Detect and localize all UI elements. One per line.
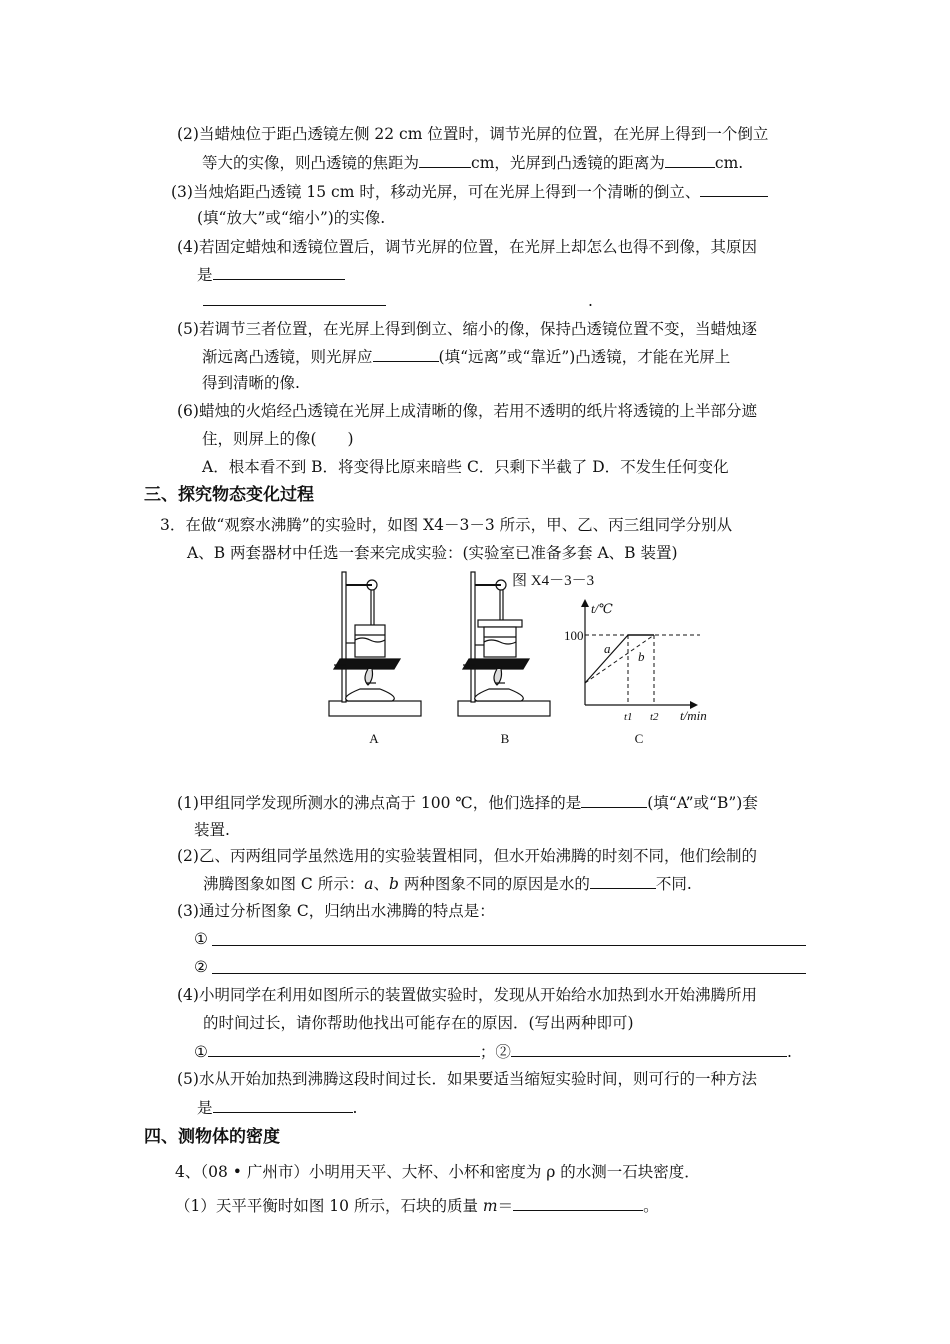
q2-part6-line2: 住，则屏上的像( ) xyxy=(202,430,354,448)
blank-feature-2[interactable] xyxy=(212,973,806,974)
text: 两种图象不同的原因是水的 xyxy=(398,875,590,893)
q3-line2: A、B 两套器材中任选一套来完成实验：(实验室已准备多套 A、B 装置) xyxy=(187,544,678,562)
y-axis-arrow xyxy=(581,599,589,607)
text: 等大的实像，则凸透镜的焦距为 xyxy=(202,154,420,172)
q2-part6-options: A．根本看不到 B．将变得比原来暗些 C．只剩下半截了 D．不发生任何变化 xyxy=(202,458,729,476)
q3-p3-circle2: ② xyxy=(194,958,208,976)
x-tick-t2: t2 xyxy=(650,711,659,723)
text: (填“远离”或“靠近”)凸透镜，才能在光屏上 xyxy=(438,348,731,366)
blank-focal-length[interactable] xyxy=(419,152,471,168)
text: 。 xyxy=(643,1197,659,1215)
text: cm，光屏到凸透镜的距离为 xyxy=(471,154,665,172)
var-m: m xyxy=(482,1197,498,1215)
text: cm. xyxy=(714,154,744,172)
text: (3)当烛焰距凸透镜 15 cm 时，移动光屏，可在光屏上得到一个清晰的倒立、 xyxy=(171,183,701,201)
q3-p4-line1: (4)小明同学在利用如图所示的装置做实验时，发现从开始给水加热到水开始沸腾所用 xyxy=(177,986,757,1004)
blank-cause-1[interactable] xyxy=(208,1041,480,1057)
q2-part2-line1: (2)当蜡烛位于距凸透镜左侧 22 cm 位置时，调节光屏的位置，在光屏上得到一个倒立 xyxy=(177,125,769,143)
q3-p5-line1: (5)水从开始加热到沸腾这段时间过长．如果要适当缩短实验时间，则可行的一种方法 xyxy=(177,1070,757,1088)
q2-part3-line1 xyxy=(171,181,768,202)
text: (填“A”或“B”)套 xyxy=(647,794,758,812)
text: . xyxy=(352,1099,358,1117)
text: 渐远离凸透镜，则光屏应 xyxy=(202,348,373,366)
section3-heading: 三、探究物态变化过程 xyxy=(144,485,314,505)
blank-screen-direction[interactable] xyxy=(373,346,439,362)
q2-part2-line2 xyxy=(202,152,743,173)
blank-feature-1[interactable] xyxy=(212,945,806,946)
q3-p3-line1: (3)通过分析图象 C，归纳出水沸腾的特点是： xyxy=(177,902,495,920)
q2-part3-line2: (填“放大”或“缩小”)的实像. xyxy=(197,209,386,227)
text: ② xyxy=(495,1043,511,1061)
label-a: A xyxy=(369,731,379,746)
blank-screen-distance[interactable] xyxy=(665,152,715,168)
q2-part5-line3: 得到清晰的像. xyxy=(202,374,300,392)
var-b: b xyxy=(388,875,399,893)
q3-p1-line1 xyxy=(177,792,758,813)
y-axis-label: t/℃ xyxy=(591,601,613,616)
text: ① xyxy=(194,1043,208,1061)
q2-part4-line2 xyxy=(197,264,345,285)
series-b-label: b xyxy=(638,649,645,664)
q3-p2-line1: (2)乙、丙两组同学虽然选用的实验装置相同，但水开始沸腾的时刻不同，他们绘制的 xyxy=(177,847,757,865)
apparatus-a xyxy=(329,572,421,716)
q3-p3-circle1: ① xyxy=(194,930,208,948)
q4-p1-line xyxy=(175,1195,659,1216)
figure-caption: 图 X4－3－3 xyxy=(512,573,595,589)
text: 、 xyxy=(373,875,389,893)
q3-p5-line2 xyxy=(197,1097,357,1118)
text: （1）天平平衡时如图 10 所示，石块的质量 xyxy=(175,1197,483,1215)
text: ＝ xyxy=(497,1197,514,1215)
text: 是 xyxy=(197,266,213,284)
q3-p1-line2: 装置. xyxy=(194,821,230,839)
text: (1)甲组同学发现所测水的沸点高于 100 ℃，他们选择的是 xyxy=(177,794,582,812)
text: ； xyxy=(479,1043,496,1061)
blank-mass[interactable] xyxy=(513,1195,643,1211)
text: . xyxy=(786,1043,792,1061)
q2-part5-line2 xyxy=(202,346,730,367)
figure-x4-3-3 xyxy=(320,565,740,750)
q3-line1: 3．在做“观察水沸腾”的实验时，如图 X4－3－3 所示，甲、乙、丙三组同学分别从 xyxy=(160,516,733,534)
blank-method[interactable] xyxy=(213,1097,353,1113)
q2-part5-line1: (5)若调节三者位置，在光屏上得到倒立、缩小的像，保持凸透镜位置不变，当蜡烛逐 xyxy=(177,320,757,338)
blank-water-difference[interactable] xyxy=(590,873,656,889)
q3-p4-answers xyxy=(194,1041,792,1062)
label-b: B xyxy=(500,731,510,746)
blank-apparatus-choice[interactable] xyxy=(581,792,647,808)
graph-c xyxy=(564,599,707,723)
q2-part4-line3-end: . xyxy=(588,292,593,310)
var-a: a xyxy=(364,875,374,893)
text: 不同. xyxy=(655,875,692,893)
blank-cause-2[interactable] xyxy=(511,1041,787,1057)
q3-p2-line2 xyxy=(203,873,692,894)
q2-part4-line1: (4)若固定蜡烛和透镜位置后，调节光屏的位置，在光屏上却怎么也得不到像，其原因 xyxy=(177,238,757,256)
blank-image-type[interactable] xyxy=(700,181,768,197)
text: 是 xyxy=(197,1099,213,1117)
q4-line1: 4、（08 • 广州市）小明用天平、大杯、小杯和密度为 ρ 的水测一石块密度． xyxy=(175,1163,700,1181)
q3-p4-line2: 的时间过长，请你帮助他找出可能存在的原因．(写出两种即可) xyxy=(203,1014,634,1032)
section4-heading: 四、测物体的密度 xyxy=(144,1127,280,1147)
x-axis-label: t/min xyxy=(680,708,707,723)
text: 沸腾图象如图 C 所示： xyxy=(203,875,365,893)
q2-part6-line1: (6)蜡烛的火焰经凸透镜在光屏上成清晰的像，若用不透明的纸片将透镜的上半部分遮 xyxy=(177,402,757,420)
y-tick-100: 100 xyxy=(564,628,584,643)
blank-reason-line2[interactable] xyxy=(203,305,386,306)
label-c: C xyxy=(634,731,644,746)
series-a-label: a xyxy=(604,641,611,656)
x-tick-t1: t1 xyxy=(624,711,633,723)
blank-reason[interactable] xyxy=(213,264,345,280)
apparatus-b xyxy=(458,572,550,716)
